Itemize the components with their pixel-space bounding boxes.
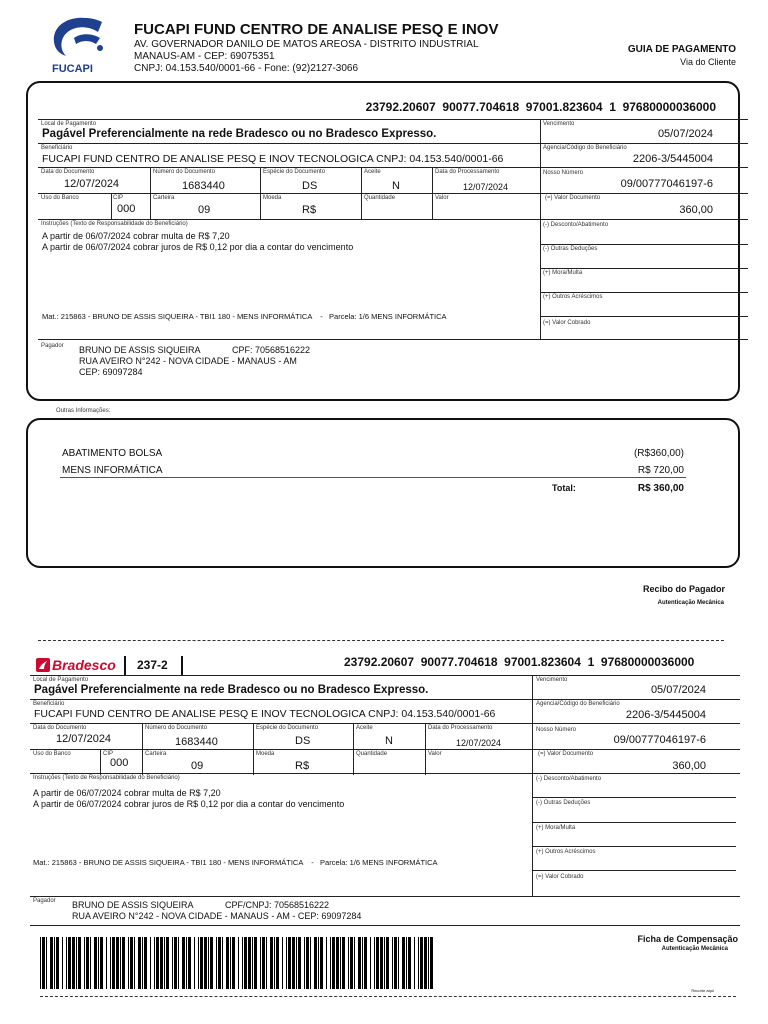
barcode-bar xyxy=(226,937,229,989)
autenticacao-mecanica-2: Autenticação Mecânica xyxy=(661,946,728,952)
barcode-bar xyxy=(106,937,107,989)
fucapi-logo xyxy=(46,14,108,75)
pagador-nome: BRUNO DE ASSIS SIQUEIRA xyxy=(72,900,194,910)
barcode-bar xyxy=(298,937,301,989)
outras-informacoes-box xyxy=(26,418,740,568)
label-pagador: Pagador xyxy=(33,898,56,904)
pagador-endereco: RUA AVEIRO N°242 - NOVA CIDADE - MANAUS - AM xyxy=(79,356,297,366)
label-agencia: Agencia/Código do Beneficiário xyxy=(536,701,620,707)
autenticacao-mecanica: Autenticação Mecânica xyxy=(657,600,724,606)
pagador-cpf: CPF: 70568516222 xyxy=(232,345,311,355)
barcode-bar xyxy=(144,937,147,989)
outras-item-value: (R$360,00) xyxy=(633,448,684,459)
outras-item-value: R$ 720,00 xyxy=(637,465,684,476)
barcode-bar xyxy=(62,937,63,989)
label-valor: Valor xyxy=(428,751,442,757)
barcode-bar xyxy=(262,937,265,989)
barcode-bar xyxy=(204,937,207,989)
label-uso-banco: Uso do Banco xyxy=(33,751,71,757)
barcode-bar xyxy=(216,937,217,989)
vencimento: 05/07/2024 xyxy=(650,684,706,696)
bradesco-name: Bradesco xyxy=(52,657,116,673)
barcode-bar xyxy=(156,937,159,989)
especie-documento: DS xyxy=(295,735,311,747)
barcode-bar xyxy=(248,937,251,989)
linha-digitavel-2: 23792.20607 90077.704618 97001.823604 1 97680000036000 xyxy=(344,655,695,669)
bradesco-logo xyxy=(36,656,116,674)
label-especie-documento: Espécie do Documento xyxy=(263,169,326,175)
barcode-bar xyxy=(336,937,339,989)
label-cip: CIP xyxy=(113,195,124,201)
barcode-bar xyxy=(230,937,231,989)
pagador-cep: CEP: 69097284 xyxy=(79,367,143,377)
company-name: FUCAPI FUND CENTRO DE ANALISE PESQ E INOV xyxy=(134,21,499,38)
label-outras-deducoes: (-) Outras Deduções xyxy=(543,246,598,252)
barcode-bar xyxy=(288,937,291,989)
barcode-bar xyxy=(150,937,151,989)
label-local-pagamento: Local de Pagamento xyxy=(41,121,97,127)
barcode-bar xyxy=(394,937,397,989)
barcode-bar xyxy=(188,937,191,989)
label-vencimento: Vencimento xyxy=(536,677,568,683)
barcode-bar xyxy=(76,937,77,989)
label-valor-documento: (=) Valor Documento xyxy=(545,195,601,201)
instrucao-1: A partir de 06/07/2024 cobrar multa de R$ 7,20 xyxy=(33,788,221,798)
label-data-processamento: Data do Processamento xyxy=(435,169,500,175)
cip: 000 xyxy=(117,203,136,215)
label-carteira: Carteira xyxy=(153,195,175,201)
barcode-bar xyxy=(46,937,47,989)
beneficiario: FUCAPI FUND CENTRO DE ANALISE PESQ E INOV TECNOLOGICA CNPJ: 04.153.540/0001-66 xyxy=(42,153,504,165)
cut-line-bottom xyxy=(40,996,736,997)
pagador-endereco: RUA AVEIRO N°242 - NOVA CIDADE - MANAUS - AM - CEP: 69097284 xyxy=(72,911,362,921)
recorte-aqui: Recorte aqui xyxy=(691,988,714,993)
barcode-bar xyxy=(174,937,177,989)
label-data-documento: Data do Documento xyxy=(33,725,87,731)
barcode-bar xyxy=(340,937,341,989)
label-moeda: Moeda xyxy=(263,195,282,201)
label-beneficiario: Beneficiário xyxy=(41,145,73,151)
barcode-bar xyxy=(406,937,407,989)
barcode-bar xyxy=(260,937,261,989)
barcode-bar xyxy=(270,937,273,989)
label-cip: CIP xyxy=(103,751,114,757)
barcode-bar xyxy=(362,937,363,989)
barcode-bar xyxy=(386,937,389,989)
carteira: 09 xyxy=(191,760,204,772)
barcode-bar xyxy=(252,937,253,989)
barcode-bar xyxy=(408,937,411,989)
label-nosso-numero: Nosso Número xyxy=(536,727,577,733)
barcode-bar xyxy=(244,937,247,989)
barcode-bar xyxy=(428,937,429,989)
barcode-bar xyxy=(266,937,267,989)
barcode-bar xyxy=(154,937,155,989)
barcode-bar xyxy=(274,937,275,989)
fucapi-logo-text: FUCAPI xyxy=(52,63,93,75)
barcode-bar xyxy=(292,937,295,989)
barcode-bar xyxy=(178,937,179,989)
company-cnpj-phone: CNPJ: 04.153.540/0001-66 - Fone: (92)2127-3066 xyxy=(134,63,359,74)
barcode-bar xyxy=(78,937,81,989)
label-data-documento: Data do Documento xyxy=(41,169,95,175)
barcode-bar xyxy=(182,937,185,989)
barcode-bar xyxy=(116,937,119,989)
barcode-bar xyxy=(72,937,75,989)
label-quantidade: Quantidade xyxy=(356,751,388,757)
total-value: R$ 360,00 xyxy=(637,483,684,494)
aceite: N xyxy=(392,180,400,192)
barcode xyxy=(40,937,434,989)
local-pagamento: Pagável Preferencialmente na rede Bradesco ou no Bradesco Expresso. xyxy=(34,684,429,696)
barcode-bar xyxy=(402,937,405,989)
moeda: R$ xyxy=(302,204,317,216)
barcode-bar xyxy=(326,937,327,989)
barcode-bar xyxy=(90,937,91,989)
barcode-bar xyxy=(40,937,41,989)
aceite: N xyxy=(385,735,393,747)
barcode-bar xyxy=(200,937,203,989)
numero-documento: 1683440 xyxy=(182,180,225,192)
barcode-bar xyxy=(330,937,331,989)
barcode-bar xyxy=(430,937,433,989)
nosso-numero: 09/00777046197-6 xyxy=(613,734,706,746)
barcode-bar xyxy=(138,937,141,989)
vencimento: 05/07/2024 xyxy=(657,128,713,140)
barcode-bar xyxy=(84,937,85,989)
label-valor-cobrado: (=) Valor Cobrado xyxy=(536,874,584,880)
data-processamento: 12/07/2024 xyxy=(456,738,502,748)
mat-info: Mat.: 215863 - BRUNO DE ASSIS SIQUEIRA - TBI1 180 - MENS INFORMÁTICA - Parcela: 1/6 MENS INFORMÁTICA xyxy=(33,858,438,867)
especie-documento: DS xyxy=(302,180,318,192)
linha-digitavel: 23792.20607 90077.704618 97001.823604 1 97680000036000 xyxy=(365,100,716,114)
label-nosso-numero: Nosso Número xyxy=(543,170,584,176)
outras-item-desc: ABATIMENTO BOLSA xyxy=(62,448,163,459)
barcode-bar xyxy=(94,937,97,989)
label-instrucoes: Instruções (Texto de Responsabilidade do Beneficiário) xyxy=(33,775,180,781)
beneficiario: FUCAPI FUND CENTRO DE ANALISE PESQ E INOV TECNOLOGICA CNPJ: 04.153.540/0001-66 xyxy=(34,708,496,720)
label-pagador: Pagador xyxy=(41,343,64,349)
barcode-bar xyxy=(420,937,423,989)
barcode-bar xyxy=(166,937,169,989)
barcode-bar xyxy=(286,937,287,989)
barcode-bar xyxy=(120,937,121,989)
barcode-bar xyxy=(414,937,415,989)
label-carteira: Carteira xyxy=(145,751,167,757)
barcode-bar xyxy=(318,937,319,989)
label-aceite: Aceite xyxy=(356,725,373,731)
barcode-bar xyxy=(198,937,199,989)
barcode-bar xyxy=(68,937,71,989)
pagador-cpf: CPF/CNPJ: 70568516222 xyxy=(225,900,330,910)
label-valor-cobrado: (=) Valor Cobrado xyxy=(543,320,591,326)
instrucao-1: A partir de 06/07/2024 cobrar multa de R$ 7,20 xyxy=(42,231,230,241)
barcode-bars xyxy=(40,937,434,989)
barcode-bar xyxy=(238,937,239,989)
barcode-bar xyxy=(424,937,427,989)
barcode-bar xyxy=(142,937,143,989)
barcode-bar xyxy=(42,937,45,989)
label-outras-deducoes: (-) Outras Deduções xyxy=(536,800,591,806)
instrucao-2: A partir de 06/07/2024 cobrar juros de R$ 0,12 por dia a contar do vencimento xyxy=(42,242,354,252)
barcode-bar xyxy=(242,937,243,989)
barcode-bar xyxy=(130,937,133,989)
barcode-bar xyxy=(350,937,353,989)
barcode-bar xyxy=(370,937,371,989)
barcode-bar xyxy=(314,937,317,989)
barcode-bar xyxy=(110,937,111,989)
barcode-bar xyxy=(320,937,323,989)
barcode-bar xyxy=(164,937,165,989)
barcode-bar xyxy=(254,937,257,989)
label-agencia: Agencia/Código do Beneficiário xyxy=(543,145,627,151)
label-valor-documento: (=) Valor Documento xyxy=(538,751,594,757)
label-uso-banco: Uso do Banco xyxy=(41,195,79,201)
barcode-bar xyxy=(86,937,89,989)
doc-title: GUIA DE PAGAMENTO xyxy=(627,44,736,55)
ficha-compensacao: Ficha de Compensação xyxy=(637,934,738,944)
barcode-bar xyxy=(374,937,375,989)
barcode-bar xyxy=(100,937,103,989)
doc-subtitle: Via do Cliente xyxy=(680,57,736,67)
label-desconto: (-) Desconto/Abatimento xyxy=(536,776,602,782)
cip: 000 xyxy=(110,757,129,769)
barcode-bar xyxy=(392,937,393,989)
label-numero-documento: Número do Documento xyxy=(153,169,216,175)
barcode-bar xyxy=(208,937,209,989)
barcode-bar xyxy=(380,937,383,989)
label-moeda: Moeda xyxy=(256,751,275,757)
label-quantidade: Quantidade xyxy=(364,195,396,201)
agencia: 2206-3/5445004 xyxy=(632,153,713,165)
recibo-pagador: Recibo do Pagador xyxy=(642,584,725,594)
barcode-bar xyxy=(122,937,125,989)
barcode-bar xyxy=(332,937,335,989)
label-outras-informacoes: Outras Informações: xyxy=(56,408,111,414)
barcode-bar xyxy=(364,937,367,989)
barcode-bar xyxy=(66,937,67,989)
label-especie-documento: Espécie do Documento xyxy=(256,725,319,731)
valor-documento: 360,00 xyxy=(679,204,713,216)
label-instrucoes: Instruções (Texto de Responsabilidade do Beneficiário) xyxy=(41,221,188,227)
pagador-nome: BRUNO DE ASSIS SIQUEIRA xyxy=(79,345,201,355)
barcode-bar xyxy=(98,937,99,989)
label-outros-acrescimos: (+) Outros Acréscimos xyxy=(536,849,596,855)
label-beneficiario: Beneficiário xyxy=(33,701,65,707)
outras-item-desc: MENS INFORMÁTICA xyxy=(62,465,163,476)
mat-info: Mat.: 215863 - BRUNO DE ASSIS SIQUEIRA - TBI1 180 - MENS INFORMÁTICA - Parcela: 1/6 MENS INFORMÁTICA xyxy=(42,312,447,321)
local-pagamento: Pagável Preferencialmente na rede Bradesco ou no Bradesco Expresso. xyxy=(42,128,437,140)
barcode-bar xyxy=(128,937,129,989)
barcode-bar xyxy=(418,937,419,989)
barcode-bar xyxy=(310,937,311,989)
label-numero-documento: Número do Documento xyxy=(145,725,208,731)
barcode-bar xyxy=(112,937,115,989)
barcode-bar xyxy=(134,937,135,989)
barcode-bar xyxy=(276,937,279,989)
barcode-bar xyxy=(306,937,309,989)
barcode-bar xyxy=(354,937,355,989)
barcode-bar xyxy=(186,937,187,989)
fucapi-logo-icon xyxy=(46,14,108,58)
label-vencimento: Vencimento xyxy=(543,121,575,127)
label-desconto: (-) Desconto/Abatimento xyxy=(543,222,609,228)
barcode-bar xyxy=(160,937,163,989)
label-local-pagamento: Local de Pagamento xyxy=(33,677,89,683)
numero-documento: 1683440 xyxy=(175,736,218,748)
bradesco-tree-icon xyxy=(36,658,50,672)
barcode-bar xyxy=(218,937,221,989)
nosso-numero: 09/00777046197-6 xyxy=(620,178,713,190)
barcode-bar xyxy=(296,937,297,989)
barcode-bar xyxy=(54,937,55,989)
barcode-bar xyxy=(358,937,361,989)
barcode-bar xyxy=(304,937,305,989)
barcode-bar xyxy=(376,937,379,989)
barcode-bar xyxy=(282,937,283,989)
cut-line xyxy=(38,640,724,641)
carteira: 09 xyxy=(198,204,211,216)
company-address-1: AV. GOVERNADOR DANILO DE MATOS AREOSA - DISTRITO INDUSTRIAL xyxy=(134,39,479,50)
total-label: Total: xyxy=(552,483,576,493)
valor-documento: 360,00 xyxy=(672,760,706,772)
barcode-bar xyxy=(342,937,345,989)
barcode-bar xyxy=(384,937,385,989)
label-aceite: Aceite xyxy=(364,169,381,175)
company-address-2: MANAUS-AM - CEP: 69075351 xyxy=(134,51,275,62)
barcode-bar xyxy=(222,937,223,989)
instrucao-2: A partir de 06/07/2024 cobrar juros de R$ 0,12 por dia a contar do vencimento xyxy=(33,799,345,809)
barcode-bar xyxy=(398,937,399,989)
agencia: 2206-3/5445004 xyxy=(625,709,706,721)
barcode-bar xyxy=(56,937,59,989)
label-mora-multa: (+) Mora/Multa xyxy=(543,270,583,276)
data-documento: 12/07/2024 xyxy=(64,178,120,190)
bank-code: 237-2 xyxy=(137,658,168,672)
label-data-processamento: Data do Processamento xyxy=(428,725,493,731)
moeda: R$ xyxy=(295,760,310,772)
barcode-bar xyxy=(194,937,195,989)
label-valor: Valor xyxy=(435,195,449,201)
label-outros-acrescimos: (+) Outros Acréscimos xyxy=(543,294,603,300)
barcode-bar xyxy=(232,937,235,989)
barcode-bar xyxy=(172,937,173,989)
barcode-bar xyxy=(348,937,349,989)
barcode-bar xyxy=(50,937,53,989)
label-mora-multa: (+) Mora/Multa xyxy=(536,825,576,831)
data-documento: 12/07/2024 xyxy=(56,733,112,745)
data-processamento: 12/07/2024 xyxy=(463,182,509,192)
barcode-bar xyxy=(210,937,213,989)
